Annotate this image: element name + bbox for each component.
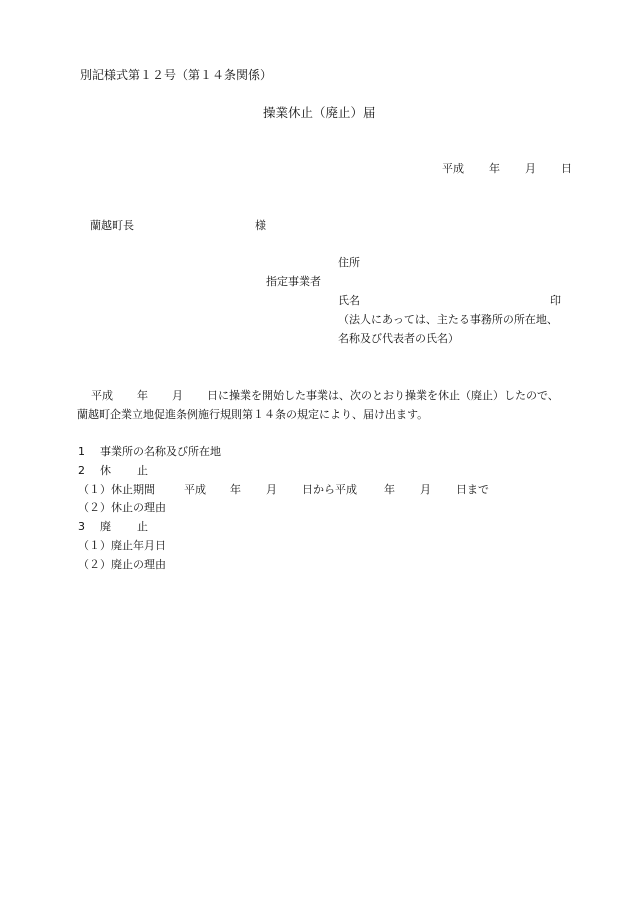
body-era: 平成 <box>91 389 113 402</box>
body-line2: 蘭越町企業立地促進条例施行規則第１４条の規定により、届け出ます。 <box>77 408 429 421</box>
seal-mark: 印 <box>550 294 561 307</box>
sub1-month1: 月 <box>266 483 277 496</box>
sub1-month2: 月 <box>420 483 431 496</box>
honorific: 様 <box>255 219 266 232</box>
body-line1: 日に操業を開始した事業は、次のとおり操業を休止（廃止）したので、 <box>207 389 559 402</box>
sub1-label: （１）休止期間 <box>78 483 155 496</box>
item3-label-a: 廃 <box>100 520 111 533</box>
item1-number: 1 <box>78 445 85 458</box>
date-month: 月 <box>525 162 536 175</box>
item2-label-a: 休 <box>100 464 111 477</box>
applicant-note-line2: 名称及び代表者の氏名） <box>338 332 459 345</box>
date-year: 年 <box>489 162 500 175</box>
body-month: 月 <box>172 389 183 402</box>
body-year: 年 <box>137 389 148 402</box>
form-number: 別記様式第１２号（第１４条関係） <box>80 68 273 82</box>
name-label: 氏名 <box>338 294 360 307</box>
sub1-year1: 年 <box>230 483 241 496</box>
date-day: 日 <box>561 162 572 175</box>
sub2-label: （２）休止の理由 <box>78 501 166 514</box>
applicant-note-line1: （法人にあっては、主たる事務所の所在地、 <box>338 313 558 326</box>
item3-label-b: 止 <box>137 520 148 533</box>
item2-number: 2 <box>78 464 85 477</box>
item2-label-b: 止 <box>137 464 148 477</box>
sub4-label: （２）廃止の理由 <box>78 558 166 571</box>
sub1-day-until: 日まで <box>456 483 489 496</box>
address-label: 住所 <box>338 256 360 269</box>
addressee: 蘭越町長 <box>90 219 134 232</box>
date-era: 平成 <box>442 162 464 175</box>
sub1-era: 平成 <box>184 483 206 496</box>
form-title: 操業休止（廃止）届 <box>263 105 376 120</box>
sub1-day-from: 日から平成 <box>302 483 357 496</box>
applicant-label: 指定事業者 <box>266 275 321 288</box>
item1-label: 事業所の名称及び所在地 <box>100 445 221 458</box>
item3-number: 3 <box>78 520 85 533</box>
sub3-label: （１）廃止年月日 <box>78 539 166 552</box>
sub1-year2: 年 <box>384 483 395 496</box>
